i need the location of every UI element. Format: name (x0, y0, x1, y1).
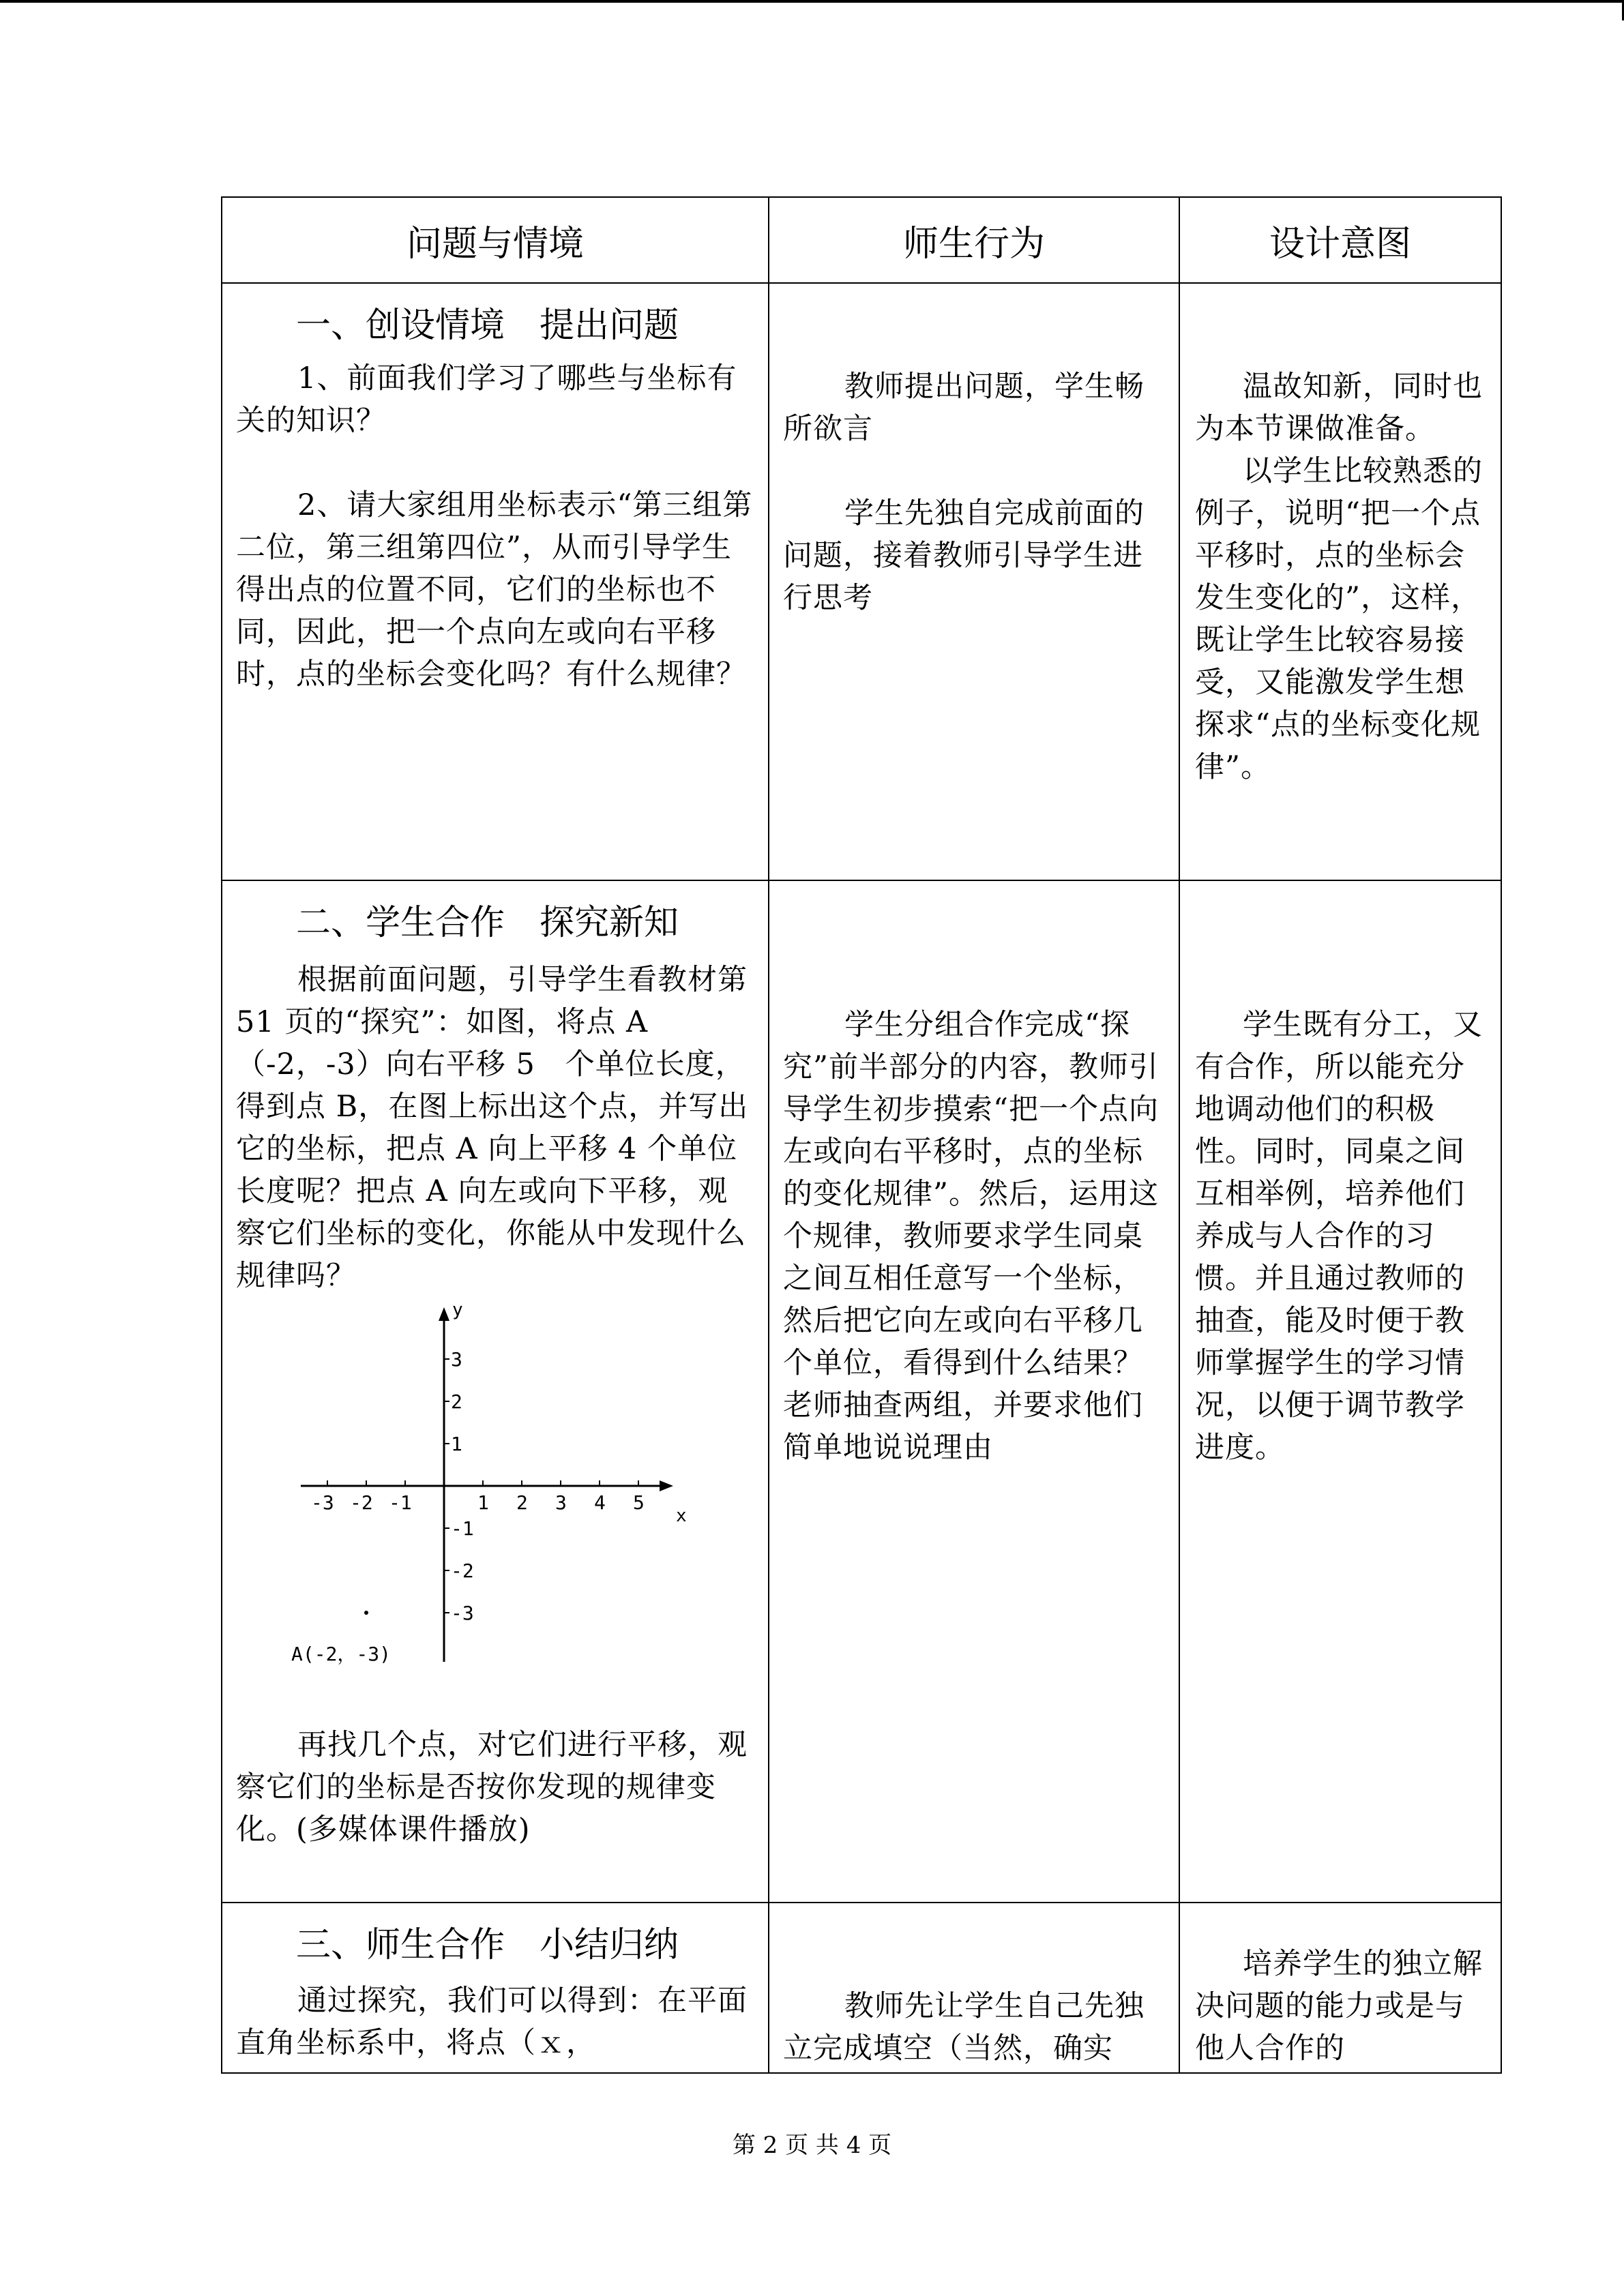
section2-outro: 再找几个点，对它们进行平移，观察它们的坐标是否按你发现的规律变化。(多媒体课件播放) (236, 1728, 748, 1847)
y-axis-label: y (452, 1300, 463, 1320)
section3-behavior: 教师先让学生自己先独立完成填空（当然，确实 (783, 1989, 1145, 2066)
x-tick-label: -2 (350, 1491, 373, 1514)
section2-behavior-cell (769, 880, 1179, 1903)
section3-intent-cell (1179, 1903, 1501, 2073)
x-tick-label: -1 (389, 1491, 412, 1514)
coordinate-plane (277, 1300, 768, 1667)
point-a-marker (364, 1611, 368, 1615)
x-axis-arrow (660, 1480, 673, 1491)
section2-behavior: 学生分组合作完成“探究”前半部分的内容，教师引导学生初步摸索“把一个点向左或向右平移时，点的坐标的变化规律”。然后，运用这个规律，教师要求学生同桌之间互相任意写一个坐标，然后把它向左或向右平移几个单位，看得到什么结果？老师抽查两组，并要求他们简单地说说理由 (783, 1008, 1159, 1465)
section1-problem-cell (222, 283, 769, 880)
x-tick-label: 5 (633, 1491, 645, 1514)
point-a-label: A(-2，-3) (291, 1643, 392, 1665)
header-design-intent: 设计意图 (1179, 197, 1501, 283)
table-row-section-2 (222, 880, 1501, 1903)
section3-title: 三、师生合作 小结归纳 (296, 1925, 679, 1965)
section3-problem-cell (222, 1903, 769, 2073)
x-tick-label: 4 (594, 1491, 606, 1514)
section3-text: 通过探究，我们可以得到：在平面直角坐标系中，将点（ｘ， (236, 1984, 748, 2060)
section1-question-2: 2、请大家组用坐标表示“第三组第二位，第三组第四位”，从而引导学生得出点的位置不同，它们的坐标也不同，因此，把一个点向左或向右平移时，点的坐标会变化吗？有什么规律？ (236, 488, 753, 691)
y-tick-label: 3 (451, 1348, 462, 1371)
section1-behavior-cell (769, 283, 1179, 880)
section1-intent-cell (1179, 283, 1501, 880)
y-tick-label: 1 (451, 1433, 462, 1455)
y-axis-arrow (439, 1307, 449, 1321)
section3-intent: 培养学生的独立解决问题的能力或是与他人合作的 (1195, 1947, 1483, 2066)
section1-behavior-1: 教师提出问题，学生畅所欲言 (783, 370, 1145, 446)
coordinate-figure (277, 1300, 768, 1667)
section1-behavior-2: 学生先独自完成前面的问题，接着教师引导学生进行思考 (783, 496, 1145, 615)
page-footer: 第 2 页 共 4 页 (732, 2132, 892, 2159)
x-tick-label: 3 (555, 1491, 567, 1514)
section1-intent-2: 以学生比较熟悉的例子，说明“把一个点平移时，点的坐标会发生变化的”，这样，既让学生比较容易接受，又能激发学生想探求“点的坐标变化规律”。 (1195, 454, 1483, 784)
table-header-row (222, 197, 1501, 283)
x-tick-label: 2 (516, 1491, 528, 1514)
y-tick-label: -1 (451, 1517, 474, 1540)
header-teacher-student-behavior: 师生行为 (769, 197, 1179, 283)
section2-title: 二、学生合作 探究新知 (296, 903, 679, 943)
y-tick-label: 2 (451, 1390, 462, 1413)
section2-problem-cell (222, 880, 769, 1903)
y-tick-label: -2 (451, 1560, 474, 1582)
top-border-line (0, 0, 1624, 3)
section1-title: 一、创设情境 提出问题 (296, 305, 679, 346)
table-row-section-3 (222, 1903, 1501, 2073)
table-row-section-1 (222, 283, 1501, 880)
section1-intent-1: 温故知新，同时也为本节课做准备。 (1195, 370, 1483, 446)
x-tick-label: -3 (311, 1491, 334, 1514)
lesson-plan-table (221, 196, 1502, 2074)
section3-behavior-cell (769, 1903, 1179, 2073)
y-tick-label: -3 (451, 1602, 474, 1624)
section2-intro: 根据前面问题，引导学生看教材第 51 页的“探究”：如图，将点 A（-2，-3）向右平移 5 个单位长度，得到点 B，在图上标出这个点，并写出它的坐标，把点 A 向上平移 4 个单位长度呢？把点 A 向左或向下平移，观察它们坐标的变化，你能从中发现什么规律吗？ (236, 963, 749, 1293)
header-problem-situation: 问题与情境 (222, 197, 769, 283)
section2-intent: 学生既有分工，又有合作，所以能充分地调动他们的积极性。同时，同桌之间互相举例，培养他们养成与人合作的习惯。并且通过教师的抽查，能及时便于教师掌握学生的学习情况，以便于调节教学进度。 (1195, 1008, 1483, 1465)
x-axis-label: x (676, 1506, 687, 1526)
x-tick-label: 1 (477, 1491, 489, 1514)
section2-intent-cell (1179, 880, 1501, 1903)
section1-question-1: 1、前面我们学习了哪些与坐标有关的知识？ (236, 361, 737, 438)
